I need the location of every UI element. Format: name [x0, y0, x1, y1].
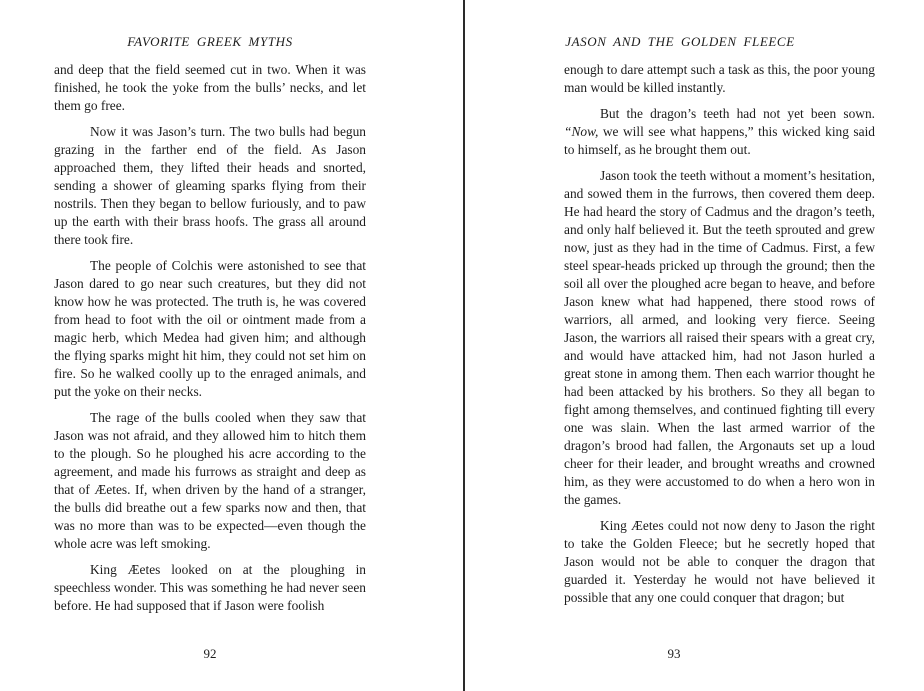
paragraph-rest: we will see what happens,” this wicked king said to himself, as he brought them out. — [564, 124, 875, 157]
running-head-right: JASON AND THE GOLDEN FLEECE — [565, 34, 795, 49]
paragraph-lead: But the dragon’s teeth had not yet been sown. — [600, 106, 875, 121]
paragraph — [564, 105, 875, 159]
paragraph: enough to dare attempt such a task as this, the poor young man would be killed instantly. — [564, 62, 875, 95]
paragraph: King Æetes looked on at the ploughing in speechless wonder. This was something he had never seen before. He had supposed that if Jason were foolish — [54, 562, 366, 613]
right-page-text — [564, 61, 875, 615]
paragraph: The rage of the bulls cooled when they saw that Jason was not afraid, and they allowed him to hitch them to the plough. So he ploughed his acre according to the agreement, and made his furrows as straight and deep as that of Æetes. If, when driven by the hand of a stranger, the bulls did breathe out a few sparks now and then, that was no more than was to be expected—even though the whole acre was left smoking. — [54, 410, 366, 551]
page-number-left: 92 — [203, 646, 217, 661]
paragraph: King Æetes could not now deny to Jason the right to take the Golden Fleece; but he secretly hoped that Jason would not be able to conquer the dragon that guarded it. Yesterday he would not have believed it possible that any one could conquer that dragon; but — [564, 518, 875, 605]
paragraph: and deep that the field seemed cut in two. When it was finished, he took the yoke from the bulls’ necks, and let them go free. — [54, 62, 366, 113]
italic-word: “Now, — [564, 124, 599, 139]
running-head-left: FAVORITE GREEK MYTHS — [127, 34, 293, 49]
right-page — [465, 0, 924, 691]
paragraph: Jason took the teeth without a moment’s hesitation, and sowed them in the furrows, then covered them deep. He had heard the story of Cadmus and the dragon’s teeth, and only half believed it. But the teeth sprouted and grew now, just as they had in the time of Cadmus. First, a few steel spear-heads pricked up through the ground; then the soil all over the ploughed acre began to heave, and before Jason knew what had happened, there stood rows of warriors, all armed, and looking very fierce. Seeing Jason, the warriors all raised their spears with a great cry, and would have attacked him, had not Jason hurled a great stone in among them. Then each warrior thought he had been attacked by his brothers. So they all began to fight among themselves, and continued fighting till every one was slain. When the last armed warrior of the dragon’s brood had fallen, the Argonauts set up a loud cheer for their leader, and brought wreaths and crowned him, as they were accustomed to do when a hero won in the games. — [564, 168, 875, 507]
paragraph: The people of Colchis were astonished to see that Jason dared to go near such creatures, but they did not know how he was protected. The truth is, he was covered from head to foot with the oil or ointment made from a magic herb, which Medea had given him; and although the flying sparks might hit him, they could not set him on fire. So he walked coolly up to the enraged animals, and put the yoke on their necks. — [54, 258, 366, 399]
page-number-right: 93 — [667, 646, 681, 661]
left-page-text — [54, 61, 366, 623]
paragraph: Now it was Jason’s turn. The two bulls had begun grazing in the farther end of the field. As Jason approached them, they lifted their heads and snorted, sending a shower of gleaming sparks flying from their nostrils. Then they began to bellow furiously, and to paw up the earth with their brass hoofs. The grass all around there took fire. — [54, 124, 366, 247]
